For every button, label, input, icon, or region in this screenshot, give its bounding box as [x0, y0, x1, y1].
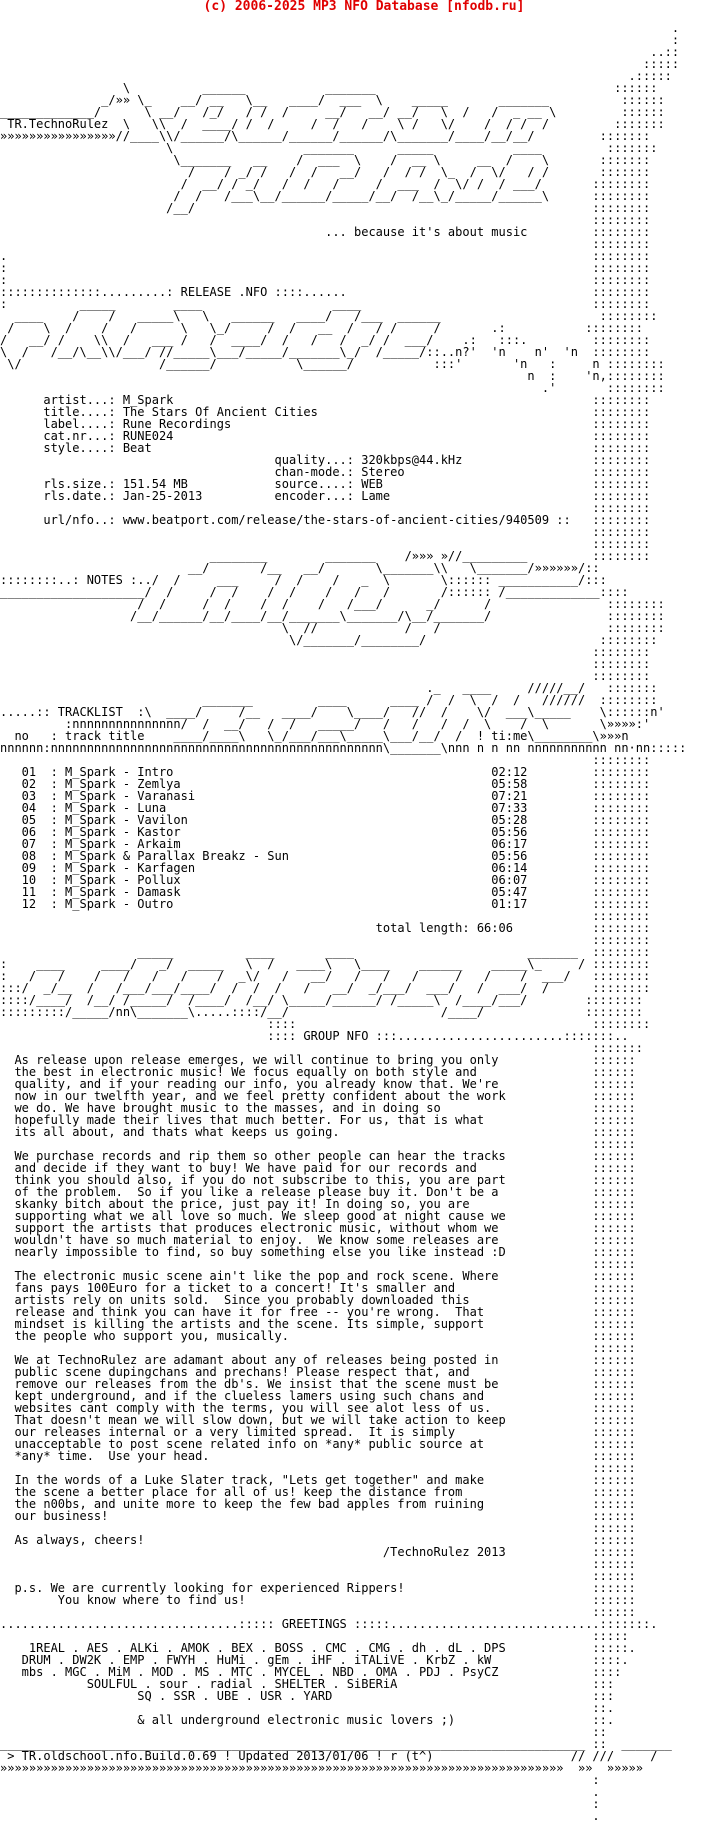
site-banner: (c) 2006-2025 MP3 NFO Database [nfodb.ru] — [203, 0, 525, 14]
nfo-document: . : ..:: ::::: .::::: \ ______ _______ :::::: _/»» \_ __/ __ \__ ____/ ___ \ _____ _______ :::::: _____________/ \ __/ /_/ / / / __/ __/ __/ \ / / _ __ \ :::::: TR.TechnoRulez \ \\ / ____/ / / / / / \ / \/ / / / / ::::::: »»»»»»»»»»»»»»»»//____\\/______/\______/______/______/\_______/____/__/__/ ::::::: \ _______ _____ ____ ::::::: \_______ __ / ___ \ / __ \ __ / \ ::::::: / / _/ / / / __/ / / / \_ / \/ / / ::::::: / __/ / _/ / / / / ___ / \/ / / ___/ :::::::: / / /___\__/______/_____/__/ /__\_/_____/______\ :::::::: /__/ :::::::: :::::::: ... because it's about music :::::::: :::::::: . :::::::: : :::::::: : :::::::: ::::::::::::::.........: RELEASE .NFO ::::...... :::::::: : _____ ____ ____ :::::::: ____ / / _____\ \ ______ ____/ /___ ______ :::::::: / \ / / / \ \_/ / / __ / / / / .: :::::::: / __/ / \\ / ___ / / ____/ / / / _/ / ___/ .: :::. :::::::: \ / /__/\__\\/___/ //_____\___/_____/_______\_/ /_____/::..n?' 'n n' 'n :::::::: \/ /______/ \______/ :::' 'n : n :::::::: n : 'n,:::::::: .' :::::::: artist...: M_Spark :::::::: title....: The Stars Of Ancient Cities :::::::: label....: Rune Recordings :::::::: cat.nr...: RUNE024 :::::::: style....: Beat :::::::: quality...: 320kbps@44.kHz :::::::: chan-mode.: Stereo :::::::: rls.size.: 151.54 MB source....: WEB :::::::: rls.date.: Jan-25-2013 encoder...: Lame :::::::: :::::::: url/nfo..: www.beatport.com/release/the-stars-of-ancient-cities/940509 :: :::::::: :::::::: :::::::: ________ _______ /»»» »//_________ :::::::: __/ /__ __/ \_______\\ \_______/»»»»»»/:: ::::::::..: NOTES :../ / ___ / / / _ \ \:::::: ___________/::: ____________________/ / / / / / / / / /:::::: /_____________:::: / / / / / / / /___/ _/ / :::::::: /__/______/__/____/__/_______\_______/\__/_______/ :::::::: \ // / / :::::::: \/_______/________/ :::::::: :::::::: :::::::: :::::::: ._ ____ /////__/ ::::::: _______ ____ ____ / / \ / / ////// :::::::: .....:: TRACKLIST :\ ____/ /__ ____/ \____/ // / \/ ___\_____ \::::::n' :nnnnnnnnnnnnnnn/ / __/ / / _____/ / / / / \ / \ \»»»»:' no : track title ____/____\ \_/___/___\_____\___/__/ / ! ti:me\________\»»»n nnnnnn:nnnnnnnnnnnnnnnnnnnnnnnnnnnnnnnnnnnnnnnnnnnnnn\_______\nnn n n nn nnnnnnnnnnn nn·nn::::: :::::::: 01 : M_Spark - Intro 02:12 :::::::: 02 : M_Spark - Zemlya 05:58 :::::::: 03 : M_Spark - Varanasi 07:21 :::::::: 04 : M_Spark - Luna 07:33 :::::::: 05 : M_Spark - Vavilon 05:28 :::::::: 06 : M_Spark - Kastor 05:56 :::::::: 07 : M_Spark - Arkaim 06:17 :::::::: 08 : M_Spark & Parallax Breakz - Sun 05:56 :::::::: 09 : M_Spark - Karfagen 06:14 :::::::: 10 : M_Spark - Pollux 06:07 :::::::: 11 : M_Spark - Damask 05:47 :::::::: 12 : M_Spark - Outro 01:17 :::::::: :::::::: total length: 66:06 :::::::: :::::::: _____ ____ ____ _______ :::::::: : ____ ____/ _/ _____ \ / ____\ \____ ______ _____\_ / :::::::: : / / / / / / / _\/ / __/ / / / / / / ___/ :::::::: :::/ _/__ / /___/___/____/ / / / / __/ _/___/ ___/ / ___/ / :::::::: ::::/____/ /__/ /_____/ /____/ /__/ \_____/______/ /_____\ /____/___/ :::::::: :::::::::/_____/nn\_______\.....::::/__/ /____/ :::::::: :::: :::::::: :::: GROUP NFO :::.......................:::::::.. ::::::: As release upon release emerges, we will continue to bring you only :::::: the best in electronic music! We focus equally on both style and :::::: quality, and if your reading our info, you already know that. We're :::::: now in our twelfth year, and we feel pretty confident about the work :::::: we do. We have brought music to the masses, and in doing so :::::: hopefully made their lives that much better. For us, that is what :::::: its all about, and thats what keeps us going. :::::: :::::: We purchase records and rip them so other people can hear the tracks :::::: and decide if they want to buy! We have paid for our records and :::::: think you should also, if you do not subscribe to this, you are part :::::: of the problem. So if you like a release please buy it. Don't be a :::::: skanky bitch about the price, just pay it! In doing so, you are :::::: supporting what we all love so much. We sleep good at night cause we :::::: support the artists that produces electronic music, without whom we :::::: wouldn't have so much material to enjoy. We know some releases are :::::: nearly impossible to find, so buy something else you like instead :D :::::: :::::: The electronic music scene ain't like the pop and rock scene. Where :::::: fans pays 100Euro for a ticket to a concert! It's smaller and :::::: artists rely on units sold. Since you probably downloaded this :::::: release and think you can have it for free -- you're wrong. That :::::: mindset is killing the artists and the scene. Its simple, support :::::: the people who support you, musically. :::::: :::::: We at TechnoRulez are adamant about any of releases being posted in :::::: public scene dupingchans and prechans! Please respect that, and :::::: remove our releases from the db's. We insist that the scene must be :::::: kept underground, and if the clueless lamers using such chans and :::::: websites cant comply with the terms, you will see alot less of us. :::::: That doesn't mean we will slow down, but we will take action to keep :::::: our releases internal or a very limited spread. It is simply :::::: unacceptable to post scene related info on *any* public source at :::::: *any* time. Use your head. :::::: :::::: In the words of a Luke Slater track, "Lets get together" and make :::::: the scene a better place for all of us! keep the distance from :::::: the n00bs, and unite more to keep the few bad apples from ruining :::::: our business! :::::: :::::: As always, cheers! :::::: /TechnoRulez 2013 :::::: :::::: :::::: p.s. We are currently looking for experienced Rippers! :::::: You know where to find us! :::::: :::::: .................................::::: GREETINGS :::::.............................:::::::. ::::: 1REAL . AES . ALKi . AMOK . BEX . BOSS . CMC . CMG . dh . dL . DPS :::::. DRUM . DW2K . EMP . FWYH . HuMi . gEm . iHF . iTALiVE . KrbZ . kW ::::. mbs . MGC . MiM . MOD . MS . MTC . MYCEL . NBD . OMA . PDJ . PsyCZ :::: SOULFUL . sour . radial . SHELTER . SiBERiA ::: SQ . SSR . UBE . USR . YARD ::: ::. & all underground electronic music lovers ;) ::. :: _________________________________________________________________________________ :: _______ > TR.oldschool.nfo.Build.0.69 ! Updated 2013/01/06 ! r (t^) // /// / »»»»»»»»»»»»»»»»»»»»»»»»»»»»»»»»»»»»»»»»»»»»»»»»»»»»»»»»»»»»»»»»»»»»»»»»»»»»»» »» »»»»» : . : . — [0, 21, 687, 1823]
